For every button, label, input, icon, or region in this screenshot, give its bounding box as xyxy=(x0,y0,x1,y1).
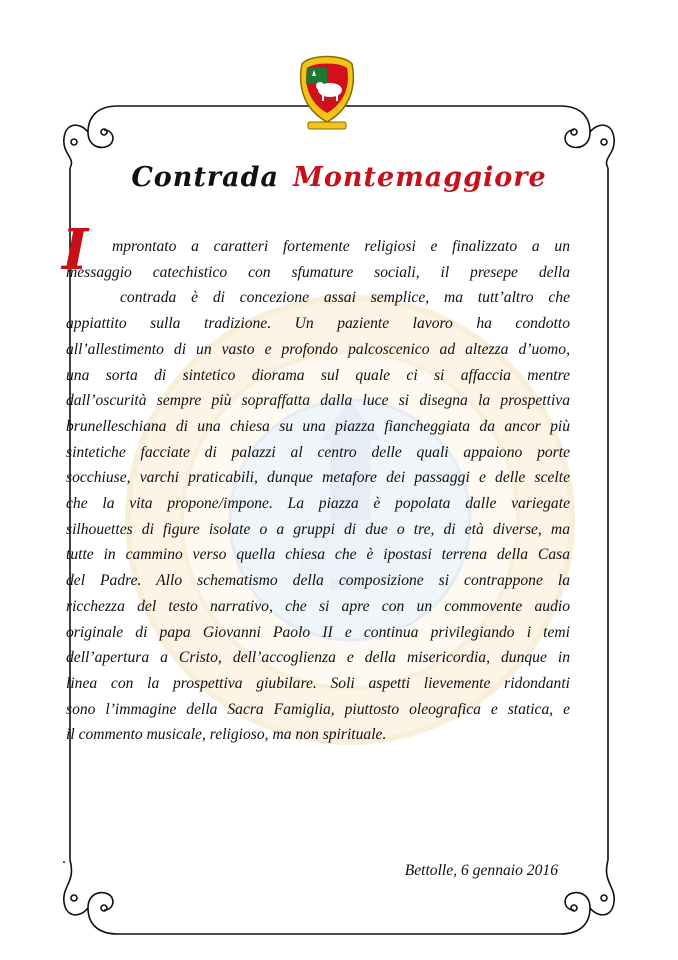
signature-place-date: Bettolle, 6 gennaio 2016 xyxy=(404,862,558,879)
text-line: silhouettes di figure isolate o a gruppi di due o tre, di età diverse, ma xyxy=(66,520,570,538)
text-line: originale di papa Giovanni Paolo II e continua privilegiando i temi xyxy=(66,623,570,641)
text-line: dall’oscurità sempre più sopraffatta dalla luce si disegna la prospettiva xyxy=(66,392,570,410)
text-line: mprontato a caratteri fortemente religiosi e finalizzato a un xyxy=(112,238,570,255)
drop-cap: I xyxy=(62,217,89,283)
text-line: il commento musicale, religioso, ma non spirituale. xyxy=(66,726,387,744)
text-line: sintetiche facciate di palazzi al centro delle quali appaiono porte xyxy=(66,443,570,461)
stray-dot: . xyxy=(62,850,66,867)
body-paragraph xyxy=(66,234,570,748)
text-line: del Padre. Allo schematismo della composizione si contrappone la xyxy=(66,572,570,590)
text-line: dell’apertura a Cristo, dell’accoglienza e della misericordia, dunque in xyxy=(66,649,570,667)
text-line: contrada è di concezione assai semplice, ma tutt’altro che xyxy=(120,289,570,307)
text-line: tutte in cammino verso quella chiesa che è ipostasi terrena della Casa xyxy=(66,546,570,564)
text-line: brunelleschiana di una chiesa su una piazza fiancheggiata da ancor più xyxy=(66,417,570,435)
text-line: linea con la prospettiva giubilare. Soli aspetti lievemente ridondanti xyxy=(66,674,570,692)
text-line: appiattito sulla tradizione. Un paziente lavoro ha condotto xyxy=(66,315,570,333)
text-line: socchiuse, varchi praticabili, dunque metafore dei passaggi e delle scelte xyxy=(66,469,570,487)
text-line: ricchezza del testo narrativo, che si apre con un commovente audio xyxy=(66,597,570,615)
contrada-crest-icon xyxy=(296,50,358,134)
text-line: messaggio catechistico con sfumature sociali, il presepe della xyxy=(66,263,570,281)
text-line: all’allestimento di un vasto e profondo palcoscenico ad altezza d’uomo, xyxy=(66,340,570,358)
text-line: sono l’immagine della Sacra Famiglia, piuttosto oleografica e statica, e xyxy=(66,700,570,718)
title-contrada: Contrada xyxy=(131,162,280,193)
page-title xyxy=(0,162,678,193)
text-line: una sorta di sintetico diorama sul quale ci si affaccia mentre xyxy=(66,366,570,384)
text-line: che la vita propone/impone. La piazza è popolata dalle variegate xyxy=(66,495,570,513)
title-montemaggiore: Montemaggiore xyxy=(293,162,547,193)
